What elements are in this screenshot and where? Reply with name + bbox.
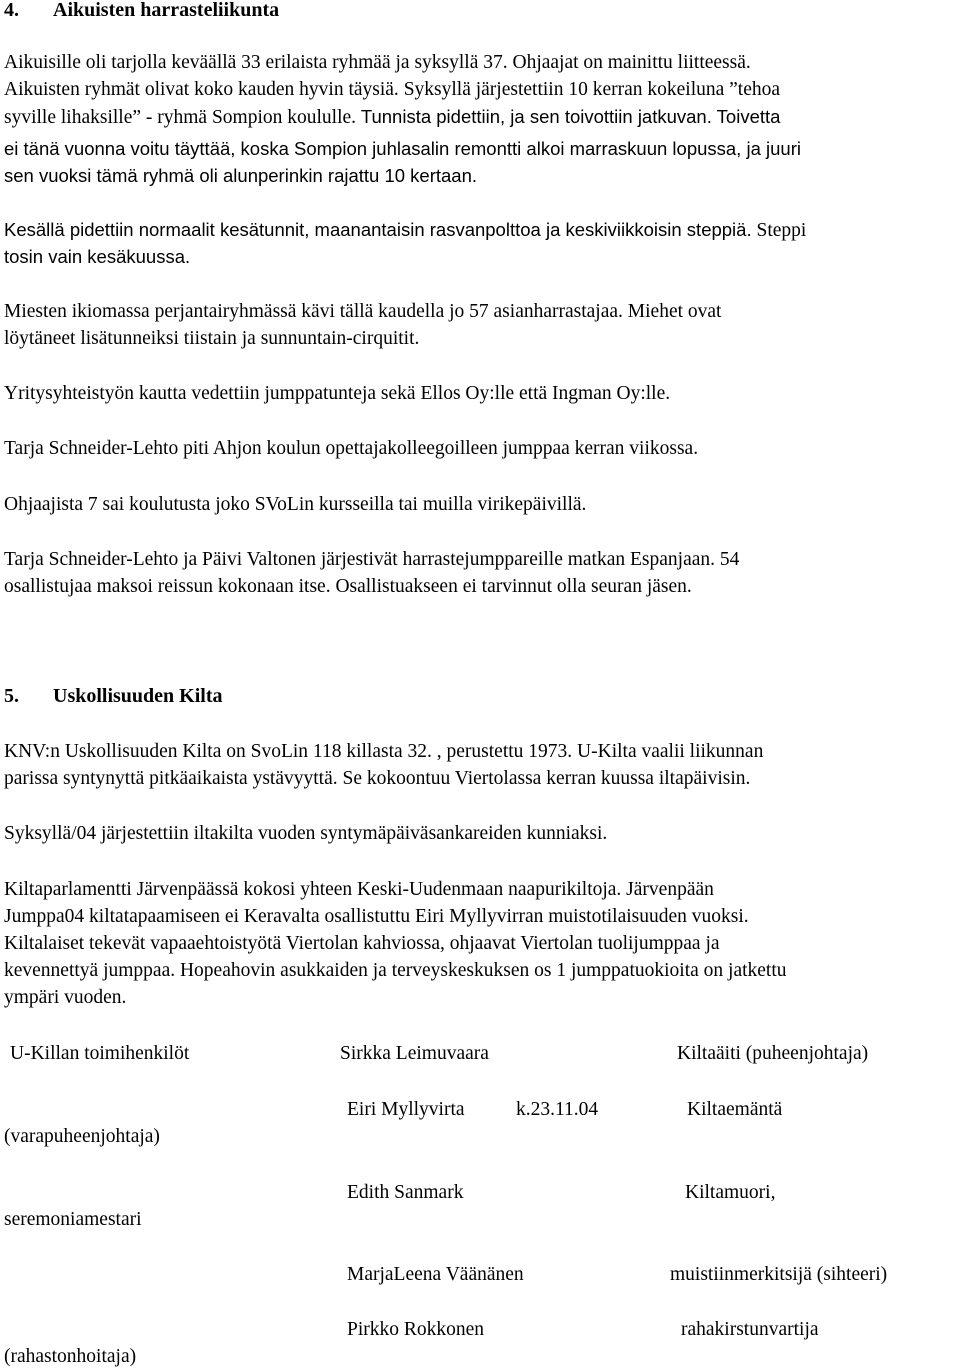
paragraph-line: syville lihaksille” - ryhmä Sompion koululle. Tunnista pidettiin, ja sen toivottiin jatkuvan. Toivetta (4, 106, 781, 128)
paragraph-line: Tarja Schneider-Lehto ja Päivi Valtonen järjestivät harrastejumppareille matkan Espanjaan. 54 (4, 549, 740, 570)
paragraph-line: tosin vain kesäkuussa. (4, 246, 191, 267)
section-5-heading (4, 683, 223, 710)
section-number: 4. (4, 0, 19, 21)
paragraph-line: Tarja Schneider-Lehto piti Ahjon koulun opettajakolleegoilleen jumppaa kerran viikossa. (4, 438, 699, 459)
paragraph-line: Kiltaparlamentti Järvenpäässä kokosi yhteen Keski-Uudenmaan naapurikiltoja. Järvenpään (4, 879, 714, 900)
paragraph-line: Kesällä pidettiin normaalit kesätunnit, maanantaisin rasvanpolttoa ja keskiviikkoisin steppiä. Steppi (4, 219, 807, 241)
paragraph-line: Ohjaajista 7 sai koulutusta joko SVoLin kursseilla tai muilla virikepäivillä. (4, 494, 587, 515)
paragraph-line: Kiltalaiset tekevät vapaaehtoistyötä Viertolan kahviossa, ohjaavat Viertolan tuolijumppaa ja (4, 933, 720, 954)
paragraph-line: sen vuoksi tämä ryhmä oli alunperinkin rajattu 10 kertaan. (4, 165, 478, 186)
paragraph-line: Jumppa04 kiltatapaamiseen ei Keravalta osallistuttu Eiri Myllyvirran muistotilaisuuden vuoksi. (4, 906, 749, 927)
paragraph-line: löytäneet lisätunneiksi tiistain ja sunnuntain-cirquitit. (4, 328, 420, 349)
official-role: muistiinmerkitsijä (sihteeri) (670, 1264, 888, 1285)
paragraph-line: Aikuisten ryhmät olivat koko kauden hyvin täysiä. Syksyllä järjestettiin 10 kerran kokeiluna ”tehoa (4, 79, 781, 100)
official-name: Eiri Myllyvirta (347, 1099, 465, 1120)
officials-heading: U-Killan toimihenkilöt (10, 1043, 190, 1064)
paragraph-line: ei tänä vuonna voitu täyttää, koska Sompion juhlasalin remontti alkoi marraskuun lopussa, ja juuri (4, 138, 801, 159)
section-4-heading (4, 0, 279, 24)
section-title: Uskollisuuden Kilta (53, 685, 223, 707)
paragraph-line: ympäri vuoden. (4, 987, 127, 1008)
official-role: Kiltaemäntä (687, 1099, 783, 1120)
official-name: MarjaLeena Väänänen (347, 1264, 524, 1285)
paragraph-line: Aikuisille oli tarjolla keväällä 33 erilaista ryhmää ja syksyllä 37. Ohjaajat on mainittu liitteessä. (4, 52, 751, 73)
paragraph-line: Syksyllä/04 järjestettiin iltakilta vuoden syntymäpäiväsankareiden kunniaksi. (4, 823, 608, 844)
official-name: Edith Sanmark (347, 1182, 464, 1203)
paragraph-line: KNV:n Uskollisuuden Kilta on SvoLin 118 killasta 32. , perustettu 1973. U-Kilta vaalii liikunnan (4, 741, 764, 762)
official-name: Sirkka Leimuvaara (340, 1043, 489, 1064)
official-role: Kiltaäiti (puheenjohtaja) (677, 1043, 869, 1064)
paragraph-line: Yritysyhteistyön kautta vedettiin jumppatunteja sekä Ellos Oy:lle että Ingman Oy:lle. (4, 383, 671, 404)
official-role: rahakirstunvartija (681, 1319, 819, 1340)
paragraph-line: parissa syntynyttä pitkäaikaista ystävyyttä. Se kokoontuu Viertolassa kerran kuussa iltapäivisin. (4, 768, 751, 789)
paragraph-line: kevennettyä jumppaa. Hopeahovin asukkaiden ja terveyskeskuksen os 1 jumppatuokioita on jatkettu (4, 960, 787, 981)
official-role: Kiltamuori, (685, 1182, 776, 1203)
section-title: Aikuisten harrasteliikunta (53, 0, 280, 21)
section-number: 5. (4, 685, 19, 707)
official-name: Pirkko Rokkonen (347, 1319, 485, 1340)
paragraph-line: Miesten ikiomassa perjantairyhmässä kävi tällä kaudella jo 57 asianharrastajaa. Miehet ovat (4, 301, 722, 322)
official-role-detail: (varapuheenjohtaja) (4, 1126, 160, 1147)
official-role-detail: seremoniamestari (4, 1209, 142, 1230)
paragraph-line: osallistujaa maksoi reissun kokonaan itse. Osallistuakseen ei tarvinnut olla seuran jäsen. (4, 576, 692, 597)
official-role-detail: (rahastonhoitaja) (4, 1346, 137, 1367)
official-note: k.23.11.04 (516, 1099, 599, 1120)
